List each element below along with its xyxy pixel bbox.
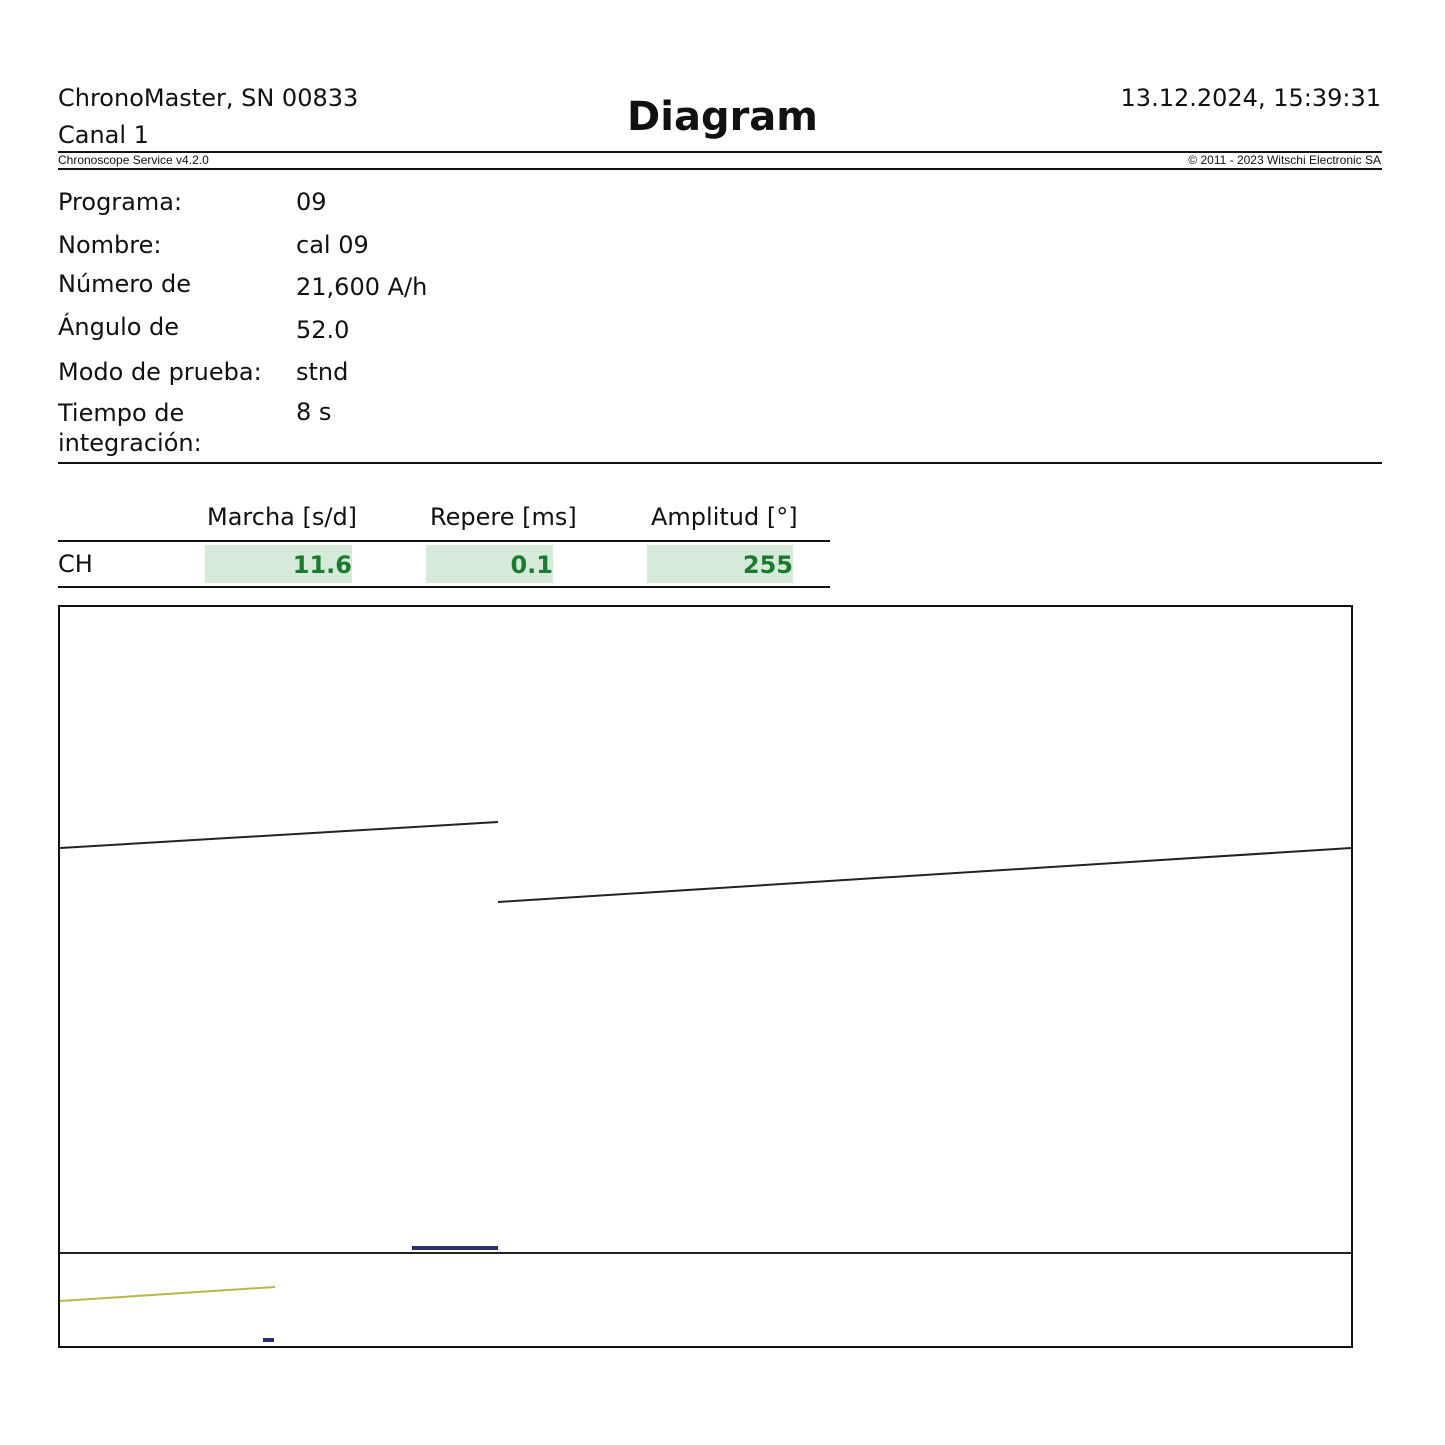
param-value-programa: 09 bbox=[296, 188, 327, 216]
value-amplitud: 255 bbox=[742, 551, 793, 579]
param-value-nombre: cal 09 bbox=[296, 231, 369, 259]
col-header-repere: Repere [ms] bbox=[430, 503, 577, 531]
diagram-svg bbox=[60, 607, 1351, 1346]
param-label-modo: Modo de prueba: bbox=[58, 358, 262, 386]
marker-bar bbox=[412, 1246, 498, 1250]
param-value-modo: stnd bbox=[296, 358, 349, 386]
value-repere: 0.1 bbox=[510, 551, 553, 579]
header-rule-bottom bbox=[58, 168, 1382, 170]
results-rule-bottom bbox=[58, 586, 830, 588]
row-label-ch: CH bbox=[58, 550, 93, 578]
datetime: 13.12.2024, 15:39:31 bbox=[1120, 84, 1381, 112]
param-label-programa: Programa: bbox=[58, 188, 183, 216]
amplitude-trace bbox=[60, 1287, 275, 1301]
param-label-nombre: Nombre: bbox=[58, 231, 162, 259]
col-header-amplitud: Amplitud [°] bbox=[651, 503, 798, 531]
channel-label: Canal 1 bbox=[58, 121, 149, 149]
params-rule bbox=[58, 462, 1382, 464]
param-label-numero: Número de bbox=[58, 270, 191, 298]
param-label-tiempo: Tiempo de integración: bbox=[58, 399, 202, 457]
marker-small bbox=[263, 1338, 274, 1342]
param-value-tiempo: 8 s bbox=[296, 398, 332, 426]
param-value-numero: 21,600 A/h bbox=[296, 273, 428, 301]
copyright: © 2011 - 2023 Witschi Electronic SA bbox=[1188, 153, 1381, 167]
value-marcha: 11.6 bbox=[292, 551, 352, 579]
param-label-angulo: Ángulo de bbox=[58, 313, 180, 341]
results-rule-top bbox=[58, 540, 830, 542]
trace-segment-2 bbox=[498, 848, 1351, 902]
page-title: Diagram bbox=[627, 94, 818, 140]
header-rule-top bbox=[58, 151, 1382, 153]
col-header-marcha: Marcha [s/d] bbox=[207, 503, 358, 531]
software-version: Chronoscope Service v4.2.0 bbox=[58, 153, 209, 167]
diagram-plot bbox=[58, 605, 1353, 1348]
device-name: ChronoMaster, SN 00833 bbox=[58, 84, 359, 112]
trace-segment-1 bbox=[60, 822, 498, 848]
param-value-angulo: 52.0 bbox=[296, 316, 350, 344]
